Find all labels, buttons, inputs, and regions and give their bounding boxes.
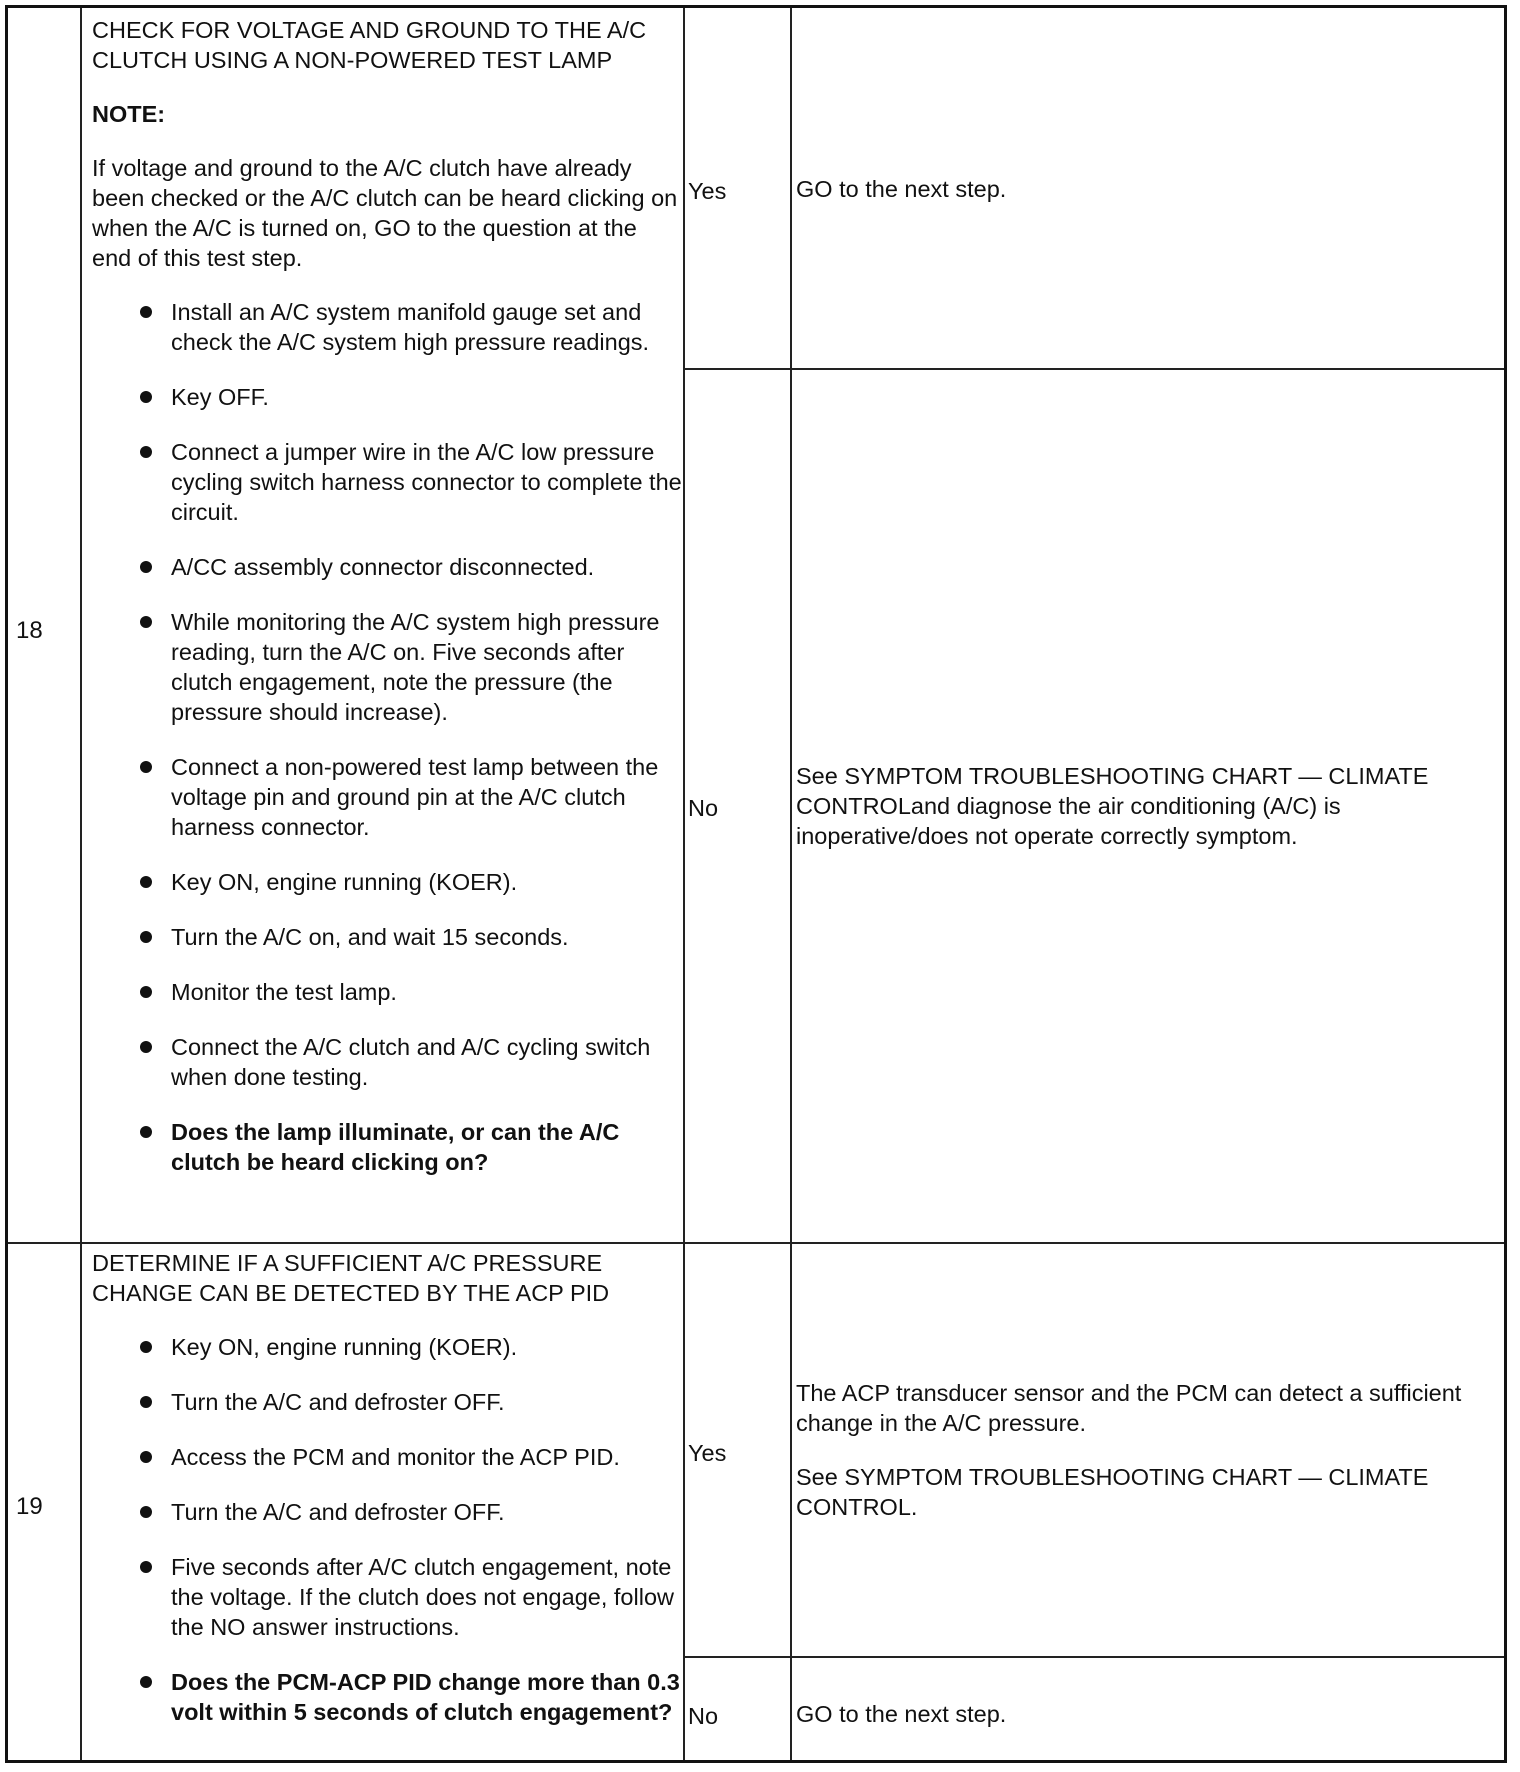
list-item: Monitor the test lamp. <box>92 977 682 1007</box>
test-question: Does the lamp illuminate, or can the A/C clutch be heard clicking on? <box>92 1117 682 1177</box>
list-item: Access the PCM and monitor the ACP PID. <box>92 1442 682 1472</box>
action-text: See SYMPTOM TROUBLESHOOTING CHART — CLIMATE CONTROL. <box>796 1464 1429 1520</box>
step-procedure <box>92 1248 682 1752</box>
action-yes <box>796 174 1496 228</box>
action-text: The ACP transducer sensor and the PCM can detect a sufficient change in the A/C pressure. <box>796 1380 1462 1436</box>
step-number: 19 <box>16 1493 43 1520</box>
list-item: While monitoring the A/C system high pressure reading, turn the A/C on. Five seconds after clutch engagement, note the pressure (the pressure should increase). <box>92 607 682 727</box>
answer-divider <box>683 368 1504 370</box>
procedure-list <box>92 1332 682 1727</box>
column-divider <box>683 8 685 1760</box>
list-item: Connect a jumper wire in the A/C low pressure cycling switch harness connector to complete the circuit. <box>92 437 682 527</box>
action-text: GO to the next step. <box>796 1701 1007 1727</box>
action-no <box>796 1699 1496 1753</box>
list-item: Turn the A/C on, and wait 15 seconds. <box>92 922 682 952</box>
list-item: Five seconds after A/C clutch engagement, note the voltage. If the clutch does not engage, follow the NO answer instructions. <box>92 1552 682 1642</box>
list-item: A/CC assembly connector disconnected. <box>92 552 682 582</box>
list-item: Key ON, engine running (KOER). <box>92 867 682 897</box>
list-item: Connect a non-powered test lamp between the voltage pin and ground pin at the A/C clutch harness connector. <box>92 752 682 842</box>
note-label: NOTE: <box>92 101 166 127</box>
answer-yes: Yes <box>688 1440 727 1466</box>
procedure-list <box>92 297 682 1177</box>
list-item: Key ON, engine running (KOER). <box>92 1332 682 1362</box>
answer-no: No <box>688 1703 719 1729</box>
answer-divider <box>683 1656 1504 1658</box>
list-item: Connect the A/C clutch and A/C cycling switch when done testing. <box>92 1032 682 1092</box>
column-divider <box>790 8 792 1760</box>
action-yes <box>796 1378 1496 1546</box>
note-text: If voltage and ground to the A/C clutch have already been checked or the A/C clutch can be heard clicking on when the A/C is turned on, GO to the question at the end of this test step. <box>92 155 678 271</box>
step-procedure <box>92 15 682 1202</box>
column-divider <box>80 8 82 1760</box>
list-item: Turn the A/C and defroster OFF. <box>92 1497 682 1527</box>
step-heading: CHECK FOR VOLTAGE AND GROUND TO THE A/C CLUTCH USING A NON-POWERED TEST LAMP <box>92 17 647 73</box>
list-item: Install an A/C system manifold gauge set and check the A/C system high pressure readings. <box>92 297 682 357</box>
answer-no: No <box>688 795 719 821</box>
answer-yes: Yes <box>688 178 727 204</box>
action-text: See SYMPTOM TROUBLESHOOTING CHART — CLIMATE CONTROLand diagnose the air conditioning (A/C) is inoperative/does not operate correctly symptom. <box>796 763 1429 849</box>
action-text: GO to the next step. <box>796 176 1007 202</box>
test-question: Does the PCM-ACP PID change more than 0.3 volt within 5 seconds of clutch engagement? <box>92 1667 682 1727</box>
step-heading: DETERMINE IF A SUFFICIENT A/C PRESSURE CHANGE CAN BE DETECTED BY THE ACP PID <box>92 1250 610 1306</box>
list-item: Key OFF. <box>92 382 682 412</box>
row-divider <box>8 1242 1504 1244</box>
list-item: Turn the A/C and defroster OFF. <box>92 1387 682 1417</box>
diagnostic-table <box>5 5 1507 1763</box>
step-number: 18 <box>16 617 43 644</box>
action-no <box>796 761 1496 875</box>
